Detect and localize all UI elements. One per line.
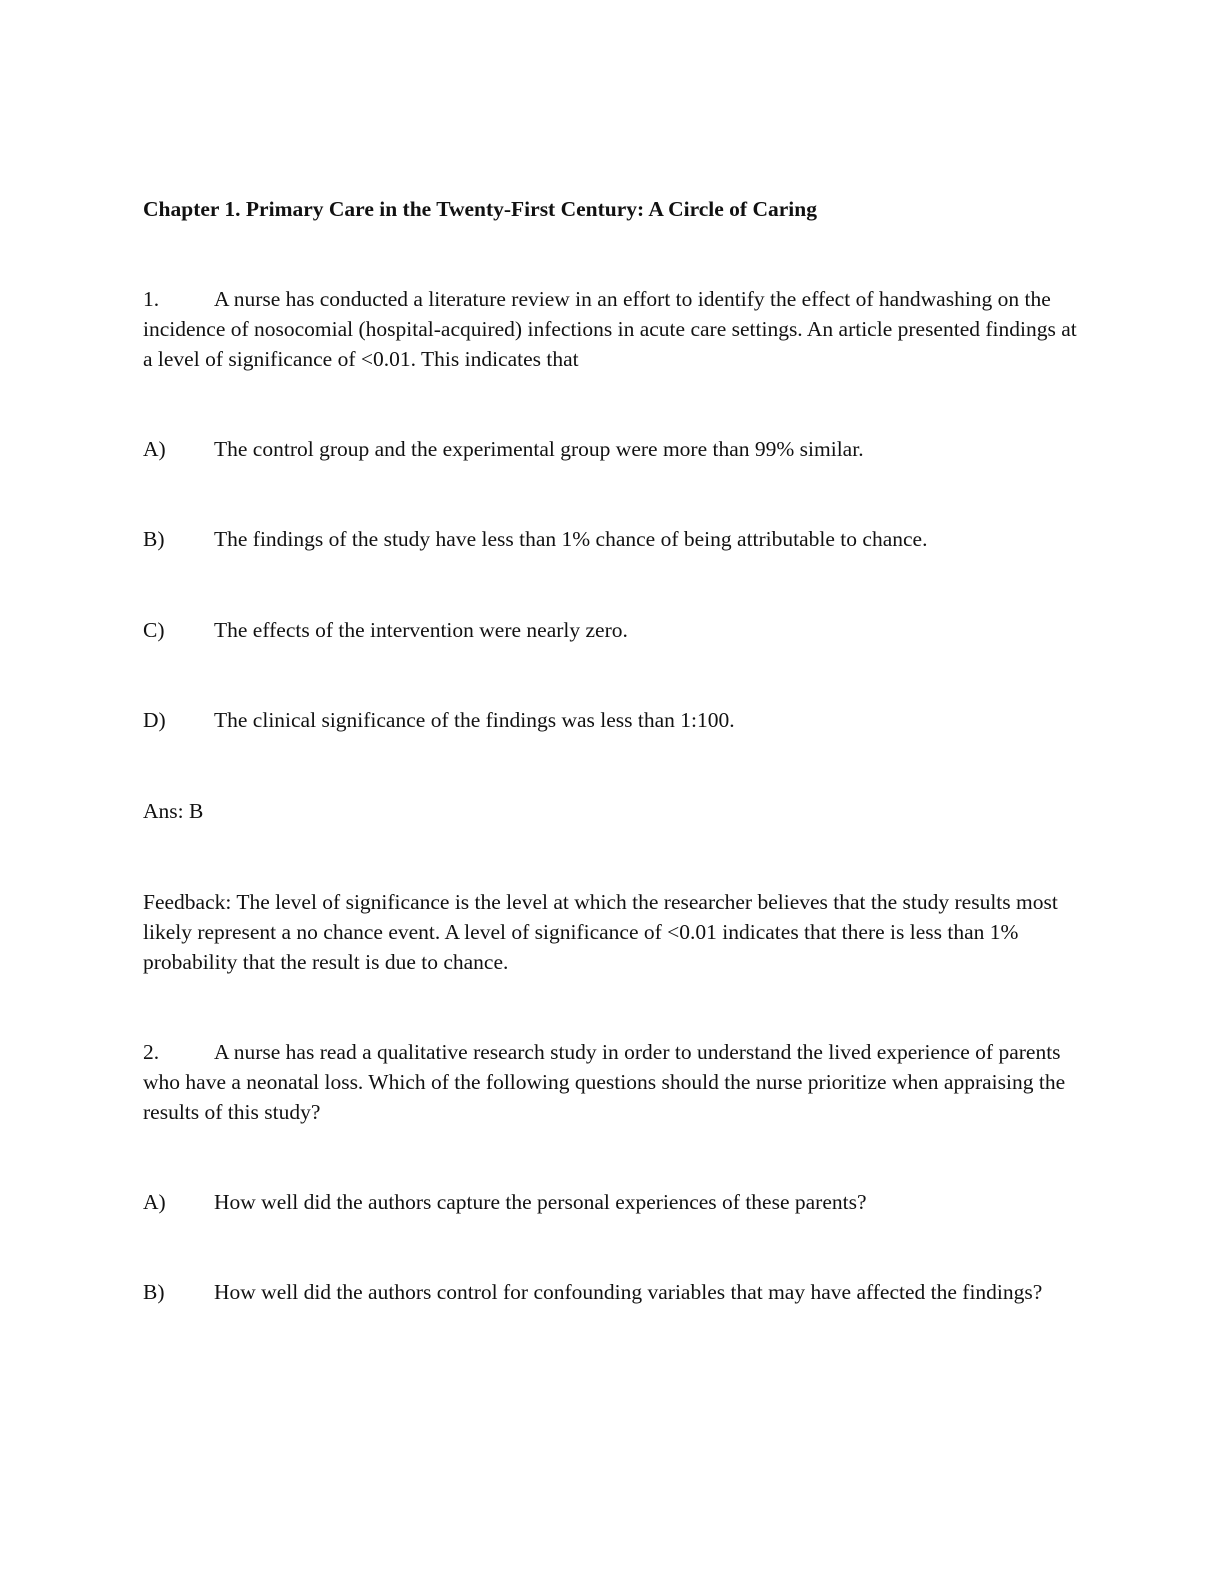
question-1-answer: Ans: B (143, 799, 204, 823)
option-label: B) (143, 1280, 165, 1304)
option-label: D) (143, 708, 166, 732)
option-text: How well did the authors control for confounding variables that may have affected the findings? (214, 1280, 1043, 1304)
option-text: The findings of the study have less than 1% chance of being attributable to chance. (214, 527, 928, 551)
question-1-option-a (143, 434, 1083, 464)
question-1-option-d (143, 705, 1083, 735)
option-label: B) (143, 527, 165, 551)
question-number: 2. (143, 1040, 160, 1064)
question-2-stem-block (143, 1037, 1083, 1127)
question-stem: A nurse has conducted a literature review in an effort to identify the effect of handwashing on the incidence of nosocomial (hospital-acquired) infections in acute care settings. An article presented findings at a level of significance of <0.01. This indicates that (143, 287, 1077, 371)
question-1-option-c (143, 615, 1083, 645)
question-2-option-b (143, 1277, 1083, 1307)
question-number: 1. (143, 287, 160, 311)
option-label: A) (143, 1190, 166, 1214)
option-label: C) (143, 618, 165, 642)
question-1-stem-block (143, 284, 1083, 374)
question-1-option-b (143, 524, 1083, 554)
chapter-title: Chapter 1. Primary Care in the Twenty-First Century: A Circle of Caring (143, 197, 817, 221)
option-text: The effects of the intervention were nearly zero. (214, 618, 628, 642)
option-text: The clinical significance of the findings was less than 1:100. (214, 708, 735, 732)
option-text: The control group and the experimental group were more than 99% similar. (214, 437, 864, 461)
question-2-option-a (143, 1187, 1083, 1217)
option-text: How well did the authors capture the personal experiences of these parents? (214, 1190, 867, 1214)
option-label: A) (143, 437, 166, 461)
question-1-feedback: Feedback: The level of significance is the level at which the researcher believes that the study results most likely represent a no chance event. A level of significance of <0.01 indicates that there is less than 1% probability that the result is due to chance. (143, 890, 1058, 974)
question-stem: A nurse has read a qualitative research study in order to understand the lived experience of parents who have a neonatal loss. Which of the following questions should the nurse prioritize when appraising the results of this study? (143, 1040, 1066, 1124)
